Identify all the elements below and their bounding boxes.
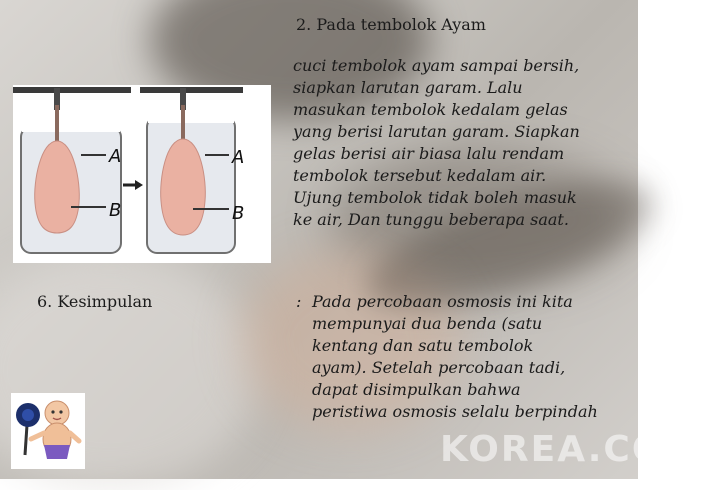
label-b-left: B — [109, 200, 122, 221]
label-a-left: A — [109, 146, 122, 167]
mascot-svg — [11, 393, 85, 469]
beaker-left — [13, 87, 131, 253]
mascot-eye-left — [51, 410, 54, 413]
mascot-stick — [25, 425, 27, 455]
beaker-right-organ — [161, 139, 206, 235]
arrow — [123, 180, 143, 190]
beaker-right-rod — [140, 87, 243, 93]
mascot-diaper — [44, 445, 70, 459]
osmosis-diagram — [13, 85, 271, 263]
beaker-left-rod — [13, 87, 131, 93]
mascot-illustration — [11, 393, 85, 469]
mascot-head — [45, 401, 69, 425]
arrow-head — [135, 180, 143, 190]
conclusion-colon: : — [296, 292, 302, 311]
label-a-right: A — [232, 147, 245, 168]
mascot-eye-right — [59, 410, 62, 413]
conclusion-heading: 6. Kesimpulan — [37, 292, 153, 311]
osmosis-diagram-svg — [13, 85, 271, 263]
beaker-right-top — [148, 109, 234, 123]
label-b-right: B — [232, 203, 245, 224]
beaker-left-top — [22, 118, 120, 132]
procedure-title: 2. Pada tembolok Ayam — [296, 15, 486, 34]
procedure-body: cuci tembolok ayam sampai bersih, siapkan larutan garam. Lalu masukan tembolok kedalam gelas yang berisi larutan garam. Siapkan gelas berisi air biasa lalu rendam tembolok tersebut kedalam air. Ujung tembolok tidak boleh masuk ke air, Dan tunggu beberapa saat. — [293, 56, 580, 229]
watermark-text: KOREA.COM — [440, 429, 702, 470]
mascot-round-object-inner — [22, 409, 34, 421]
beaker-right — [140, 87, 244, 253]
conclusion-text: Pada percobaan osmosis ini kita mempunyai dua benda (satu kentang dan satu tembolok ayam). Setelah percobaan tadi, dapat disimpulkan bahwa peristiwa osmosis selalu berpindah — [312, 292, 598, 421]
mascot-arm-left — [31, 433, 44, 439]
